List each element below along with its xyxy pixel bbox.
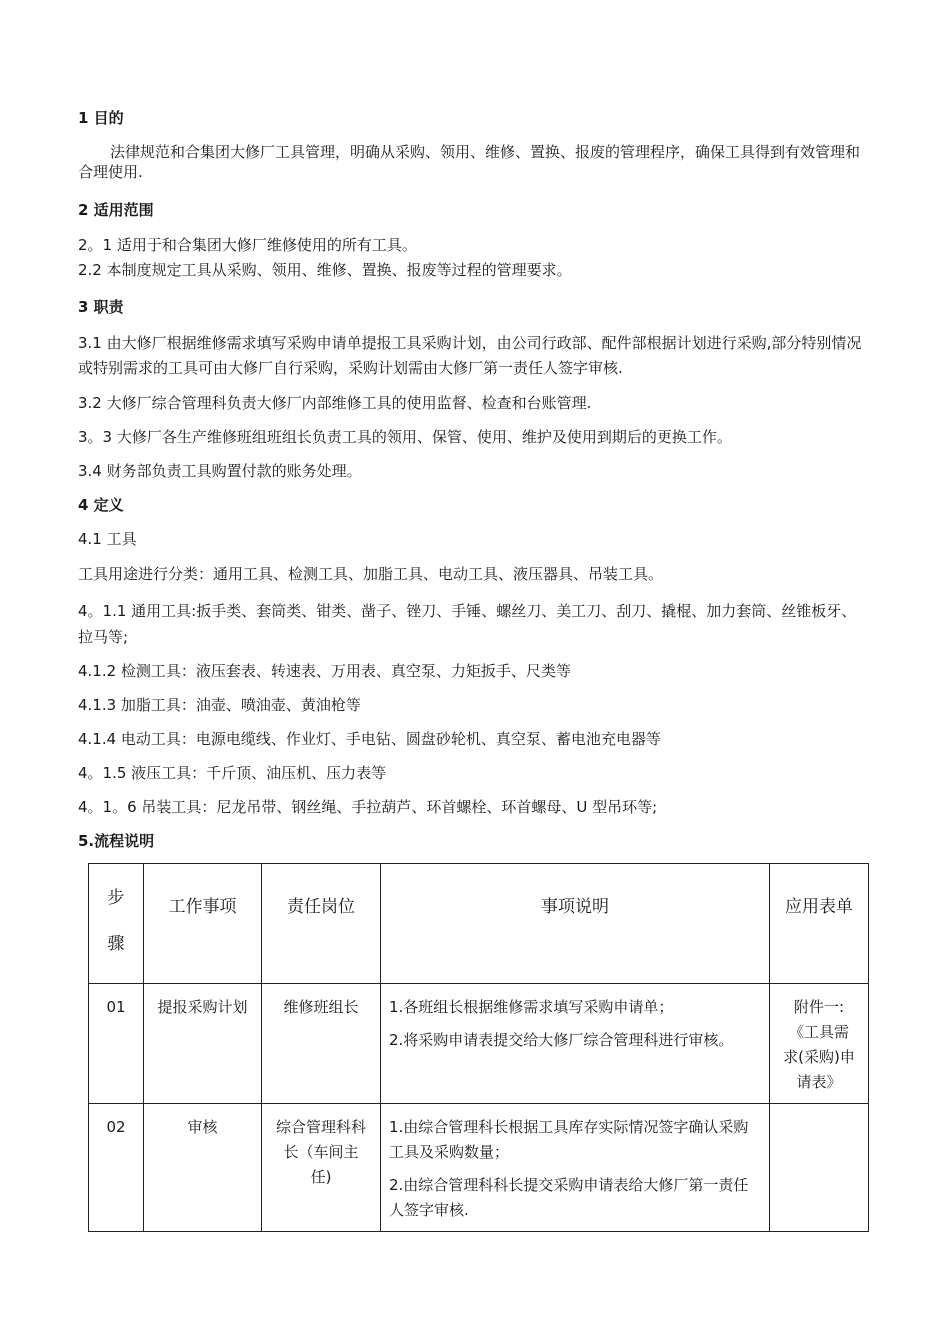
table-header-row — [89, 864, 869, 984]
section-4-1-1: 4。1.1 通用工具:扳手类、套筒类、钳类、凿子、锉刀、手锤、螺丝刀、美工刀、刮刀、撬棍、加力套筒、丝锥板牙、拉马等; — [78, 602, 857, 646]
row-2-task: 审核 — [144, 1104, 262, 1232]
row-1-step: 01 — [89, 984, 144, 1104]
document-body — [78, 108, 870, 851]
row-2-desc-1: 1.由综合管理科长根据工具库存实际情况签字确认采购工具及采购数量； — [389, 1118, 749, 1161]
row-1-form-line-3: 求(采购)申 — [783, 1048, 855, 1066]
row-1-form — [770, 984, 869, 1104]
header-step-line-2: 骤 — [107, 934, 125, 954]
section-5-title: 5.流程说明 — [78, 832, 155, 850]
table-row — [89, 1104, 869, 1232]
row-2-role-line-2: 长（车间主 — [283, 1143, 359, 1161]
section-2-1: 2。1 适用于和合集团大修厂维修使用的所有工具。 — [78, 236, 417, 254]
section-3-4: 3.4 财务部负责工具购置付款的账务处理。 — [78, 462, 362, 480]
row-1-desc-1: 1.各班组长根据维修需求填写采购申请单； — [389, 998, 674, 1016]
row-1-form-line-4: 请表》 — [796, 1073, 842, 1091]
process-table — [88, 863, 869, 1232]
row-1-task: 提报采购计划 — [144, 984, 262, 1104]
section-4-1-3: 4.1.3 加脂工具：油壶、喷油壶、黄油枪等 — [78, 696, 361, 714]
table-row — [89, 984, 869, 1104]
section-4-1-4: 4.1.4 电动工具：电源电缆线、作业灯、手电钻、圆盘砂轮机、真空泵、蓄电池充电器等 — [78, 730, 661, 748]
section-1-text: 法律规范和合集团大修厂工具管理，明确从采购、领用、维修、置换、报废的管理程序，确保工具得到有效管理和合理使用. — [78, 143, 861, 181]
header-step-line-1: 步 — [107, 888, 125, 908]
header-description: 事项说明 — [381, 864, 770, 984]
row-2-desc-2: 2.由综合管理科科长提交采购申请表给大修厂第一责任人签字审核. — [389, 1176, 749, 1219]
section-4-categories: 工具用途进行分类：通用工具、检测工具、加脂工具、电动工具、液压器具、吊装工具。 — [78, 565, 664, 583]
row-2-step: 02 — [89, 1104, 144, 1232]
header-role: 责任岗位 — [262, 864, 381, 984]
section-3-1: 3.1 由大修厂根据维修需求填写采购申请单提报工具采购计划，由公司行政部、配件部根据计划进行采购,部分特别情况或特别需求的工具可由大修厂自行采购，采购计划需由大修厂第一责任人签字审核. — [78, 334, 862, 377]
section-4-1-2: 4.1.2 检测工具：液压套表、转速表、万用表、真空泵、力矩扳手、尺类等 — [78, 662, 571, 680]
row-2-role-line-3: 任) — [310, 1168, 332, 1186]
header-task: 工作事项 — [144, 864, 262, 984]
row-1-desc-2: 2.将采购申请表提交给大修厂综合管理科进行审核。 — [389, 1031, 734, 1049]
section-4-title: 4 定义 — [78, 496, 124, 514]
section-1-title: 1 目的 — [78, 109, 124, 127]
row-1-form-line-1: 附件一: — [793, 998, 845, 1016]
section-3-2: 3.2 大修厂综合管理科负责大修厂内部维修工具的使用监督、检查和台账管理. — [78, 394, 592, 412]
section-2-2: 2.2 本制度规定工具从采购、领用、维修、置换、报废等过程的管理要求。 — [78, 261, 572, 279]
section-4-1: 4.1 工具 — [78, 530, 137, 548]
section-2-title: 2 适用范围 — [78, 201, 154, 219]
row-1-role: 维修班组长 — [262, 984, 381, 1104]
section-3-3: 3。3 大修厂各生产维修班组班组长负责工具的领用、保管、使用、维护及使用到期后的更换工作。 — [78, 428, 732, 446]
row-1-form-line-2: 《工具需 — [788, 1023, 849, 1041]
row-2-role-line-1: 综合管理科科 — [275, 1118, 366, 1136]
row-2-role — [262, 1104, 381, 1232]
row-2-description — [381, 1104, 770, 1232]
section-4-1-6: 4。1。6 吊装工具：尼龙吊带、钢丝绳、手拉葫芦、环首螺栓、环首螺母、U 型吊环等; — [78, 798, 658, 816]
section-4-1-5: 4。1.5 液压工具：千斤顶、油压机、压力表等 — [78, 764, 387, 782]
row-2-form — [770, 1104, 869, 1232]
section-3-title: 3 职责 — [78, 298, 124, 316]
row-1-description — [381, 984, 770, 1104]
header-form: 应用表单 — [770, 864, 869, 984]
header-step — [89, 864, 144, 984]
